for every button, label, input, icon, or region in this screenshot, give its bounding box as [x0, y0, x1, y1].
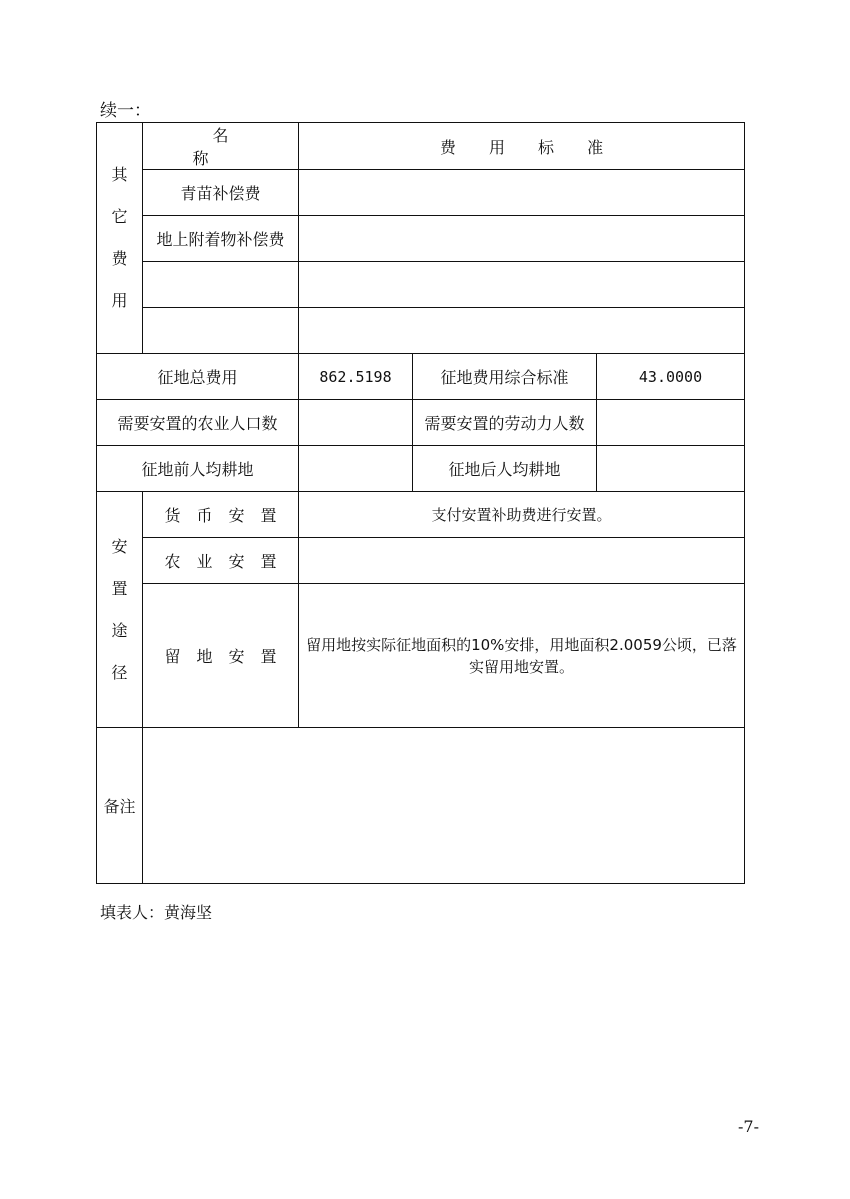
fee-name-cell: 地上附着物补偿费 [143, 216, 299, 262]
side-char: 置 [111, 578, 128, 598]
composite-standard-label: 征地费用综合标准 [413, 354, 597, 400]
ag-population-value [299, 400, 413, 446]
resettlement-side-label [97, 492, 143, 728]
standard-column-header: 费 用 标 准 [299, 123, 745, 170]
resettlement-method-content [299, 538, 745, 584]
side-char: 径 [111, 662, 128, 682]
land-acquisition-fee-table [96, 122, 745, 884]
resettlement-method-name: 农业安置 [143, 538, 299, 584]
fee-standard-cell [299, 308, 745, 354]
total-cost-label: 征地总费用 [97, 354, 299, 400]
fee-name-cell [143, 308, 299, 354]
resettlement-method-content: 留用地按实际征地面积的10%安排，用地面积2.0059公顷，已落实留用地安置。 [299, 584, 745, 728]
continuation-heading: 续一： [100, 101, 151, 121]
farmland-after-label: 征地后人均耕地 [413, 446, 597, 492]
ag-population-label: 需要安置的农业人口数 [97, 400, 299, 446]
side-char: 途 [111, 620, 128, 640]
fee-name-cell: 青苗补偿费 [143, 170, 299, 216]
composite-standard-value: 43.0000 [597, 354, 745, 400]
fee-standard-cell [299, 170, 745, 216]
fee-name-cell [143, 262, 299, 308]
remarks-label: 备注 [97, 728, 143, 884]
side-char: 用 [111, 291, 128, 310]
farmland-before-label: 征地前人均耕地 [97, 446, 299, 492]
side-char: 安 [111, 536, 128, 556]
resettlement-method-name: 留地安置 [143, 584, 299, 728]
name-column-header: 名 称 [143, 123, 299, 170]
farmland-after-value [597, 446, 745, 492]
form-filler: 填表人：黄海坚 [100, 903, 213, 922]
total-cost-value: 862.5198 [299, 354, 413, 400]
farmland-before-value [299, 446, 413, 492]
other-fees-side-label [97, 123, 143, 354]
side-char: 费 [111, 249, 128, 268]
resettlement-method-name: 货币安置 [143, 492, 299, 538]
page-number: -7- [738, 1117, 759, 1136]
side-char: 其 [111, 165, 128, 184]
remarks-content [143, 728, 745, 884]
fee-standard-cell [299, 216, 745, 262]
fee-standard-cell [299, 262, 745, 308]
labor-label: 需要安置的劳动力人数 [413, 400, 597, 446]
side-char: 它 [111, 207, 128, 226]
resettlement-method-content: 支付安置补助费进行安置。 [299, 492, 745, 538]
labor-value [597, 400, 745, 446]
